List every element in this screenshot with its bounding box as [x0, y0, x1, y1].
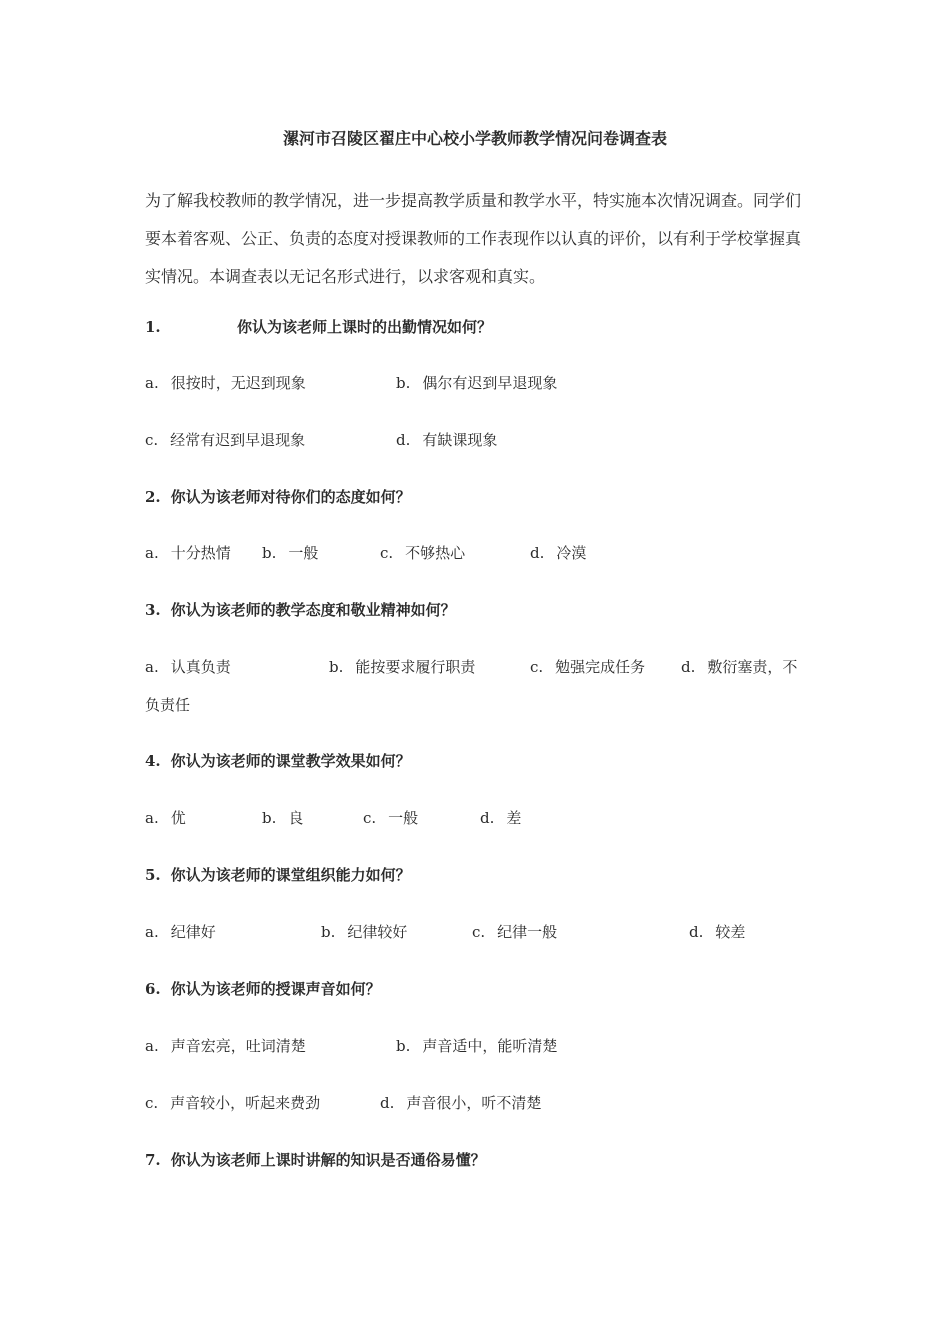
question-4 [145, 750, 411, 772]
option-letter: c. [145, 431, 159, 449]
option-text: 有缺课现象 [422, 431, 498, 449]
question-text: 你认为该老师的课堂教学效果如何？ [170, 752, 411, 770]
option-text: 冷漠 [556, 544, 587, 562]
option-letter: a. [145, 544, 159, 562]
option-1d[interactable] [396, 429, 497, 451]
option-text: 纪律一般 [497, 923, 558, 941]
option-3c[interactable] [530, 656, 645, 678]
question-2 [145, 486, 411, 508]
intro-paragraph: 为了解我校教师的教学情况，进一步提高教学质量和教学水平，特实施本次情况调查。同学们要本着客观、公正、负责的态度对授课教师的工作表现作以认真的评价，以有利于学校掌握真实情况。本调查表以无记名形式进行，以求客观和真实。 [145, 191, 802, 286]
question-number: 7. [145, 1151, 161, 1169]
question-text: 你认为该老师上课时讲解的知识是否通俗易懂？ [170, 1151, 486, 1169]
option-letter: d. [681, 658, 696, 676]
option-text: 认真负责 [170, 658, 231, 676]
option-letter: b. [262, 809, 277, 827]
option-1c[interactable] [145, 429, 305, 451]
option-letter: c. [530, 658, 544, 676]
option-text: 一般 [388, 809, 419, 827]
option-3d-continued [145, 694, 190, 716]
option-text: 纪律好 [170, 923, 216, 941]
option-letter: d. [530, 544, 545, 562]
option-2c[interactable] [380, 542, 465, 564]
question-text: 你认为该老师对待你们的态度如何？ [170, 488, 411, 506]
option-letter: a. [145, 1037, 159, 1055]
option-2a[interactable] [145, 542, 231, 564]
option-letter: c. [363, 809, 377, 827]
option-text: 声音宏亮，吐词清楚 [170, 1037, 306, 1055]
option-text: 负责任 [145, 696, 191, 714]
option-text: 不够热心 [405, 544, 466, 562]
option-text: 较差 [715, 923, 746, 941]
question-1 [145, 316, 492, 338]
option-text: 声音适中，能听清楚 [422, 1037, 558, 1055]
option-letter: a. [145, 658, 159, 676]
option-6d[interactable] [380, 1092, 541, 1114]
option-3b[interactable] [329, 656, 475, 678]
question-text: 你认为该老师的授课声音如何？ [170, 980, 381, 998]
option-text: 差 [506, 809, 522, 827]
question-number: 4. [145, 752, 161, 770]
option-letter: c. [380, 544, 394, 562]
option-text: 一般 [288, 544, 319, 562]
option-5a[interactable] [145, 921, 216, 943]
option-4c[interactable] [363, 807, 418, 829]
option-5d[interactable] [689, 921, 745, 943]
question-number: 2. [145, 488, 161, 506]
option-text: 声音较小，听起来费劲 [170, 1094, 321, 1112]
option-2d[interactable] [530, 542, 586, 564]
question-text: 你认为该老师上课时的出勤情况如何？ [237, 318, 493, 336]
option-text: 很按时，无迟到现象 [170, 374, 306, 392]
option-letter: a. [145, 374, 159, 392]
question-3 [145, 599, 456, 621]
option-text: 纪律较好 [347, 923, 408, 941]
option-letter: d. [480, 809, 495, 827]
option-letter: b. [329, 658, 344, 676]
option-2b[interactable] [262, 542, 318, 564]
option-letter: c. [472, 923, 486, 941]
option-letter: d. [689, 923, 704, 941]
option-3d[interactable] [681, 656, 797, 678]
option-text: 偶尔有迟到早退现象 [422, 374, 558, 392]
option-4d[interactable] [480, 807, 521, 829]
option-text: 声音很小，听不清楚 [406, 1094, 542, 1112]
option-6c[interactable] [145, 1092, 320, 1114]
option-letter: b. [262, 544, 277, 562]
document-title: 漯河市召陵区翟庄中心校小学教师教学情况问卷调查表 [282, 129, 667, 148]
option-4a[interactable] [145, 807, 186, 829]
option-text: 优 [170, 809, 186, 827]
question-text: 你认为该老师的课堂组织能力如何？ [170, 866, 411, 884]
question-7 [145, 1149, 486, 1171]
option-1b[interactable] [396, 372, 557, 394]
question-number: 1. [145, 318, 161, 336]
option-letter: c. [145, 1094, 159, 1112]
option-text: 敷衍塞责，不 [707, 658, 798, 676]
option-6b[interactable] [396, 1035, 557, 1057]
option-3a[interactable] [145, 656, 231, 678]
option-4b[interactable] [262, 807, 303, 829]
question-5 [145, 864, 411, 886]
option-5b[interactable] [321, 921, 407, 943]
option-letter: d. [380, 1094, 395, 1112]
option-letter: d. [396, 431, 411, 449]
question-number: 5. [145, 866, 161, 884]
question-6 [145, 978, 381, 1000]
option-text: 良 [288, 809, 304, 827]
option-text: 十分热情 [170, 544, 231, 562]
question-text: 你认为该老师的教学态度和敬业精神如何？ [170, 601, 456, 619]
question-number: 3. [145, 601, 161, 619]
option-text: 勉强完成任务 [555, 658, 646, 676]
question-number: 6. [145, 980, 161, 998]
option-text: 能按要求履行职责 [355, 658, 476, 676]
option-letter: a. [145, 809, 159, 827]
option-6a[interactable] [145, 1035, 306, 1057]
option-letter: b. [321, 923, 336, 941]
option-letter: a. [145, 923, 159, 941]
option-letter: b. [396, 1037, 411, 1055]
option-text: 经常有迟到早退现象 [170, 431, 306, 449]
option-5c[interactable] [472, 921, 557, 943]
option-1a[interactable] [145, 372, 306, 394]
option-letter: b. [396, 374, 411, 392]
